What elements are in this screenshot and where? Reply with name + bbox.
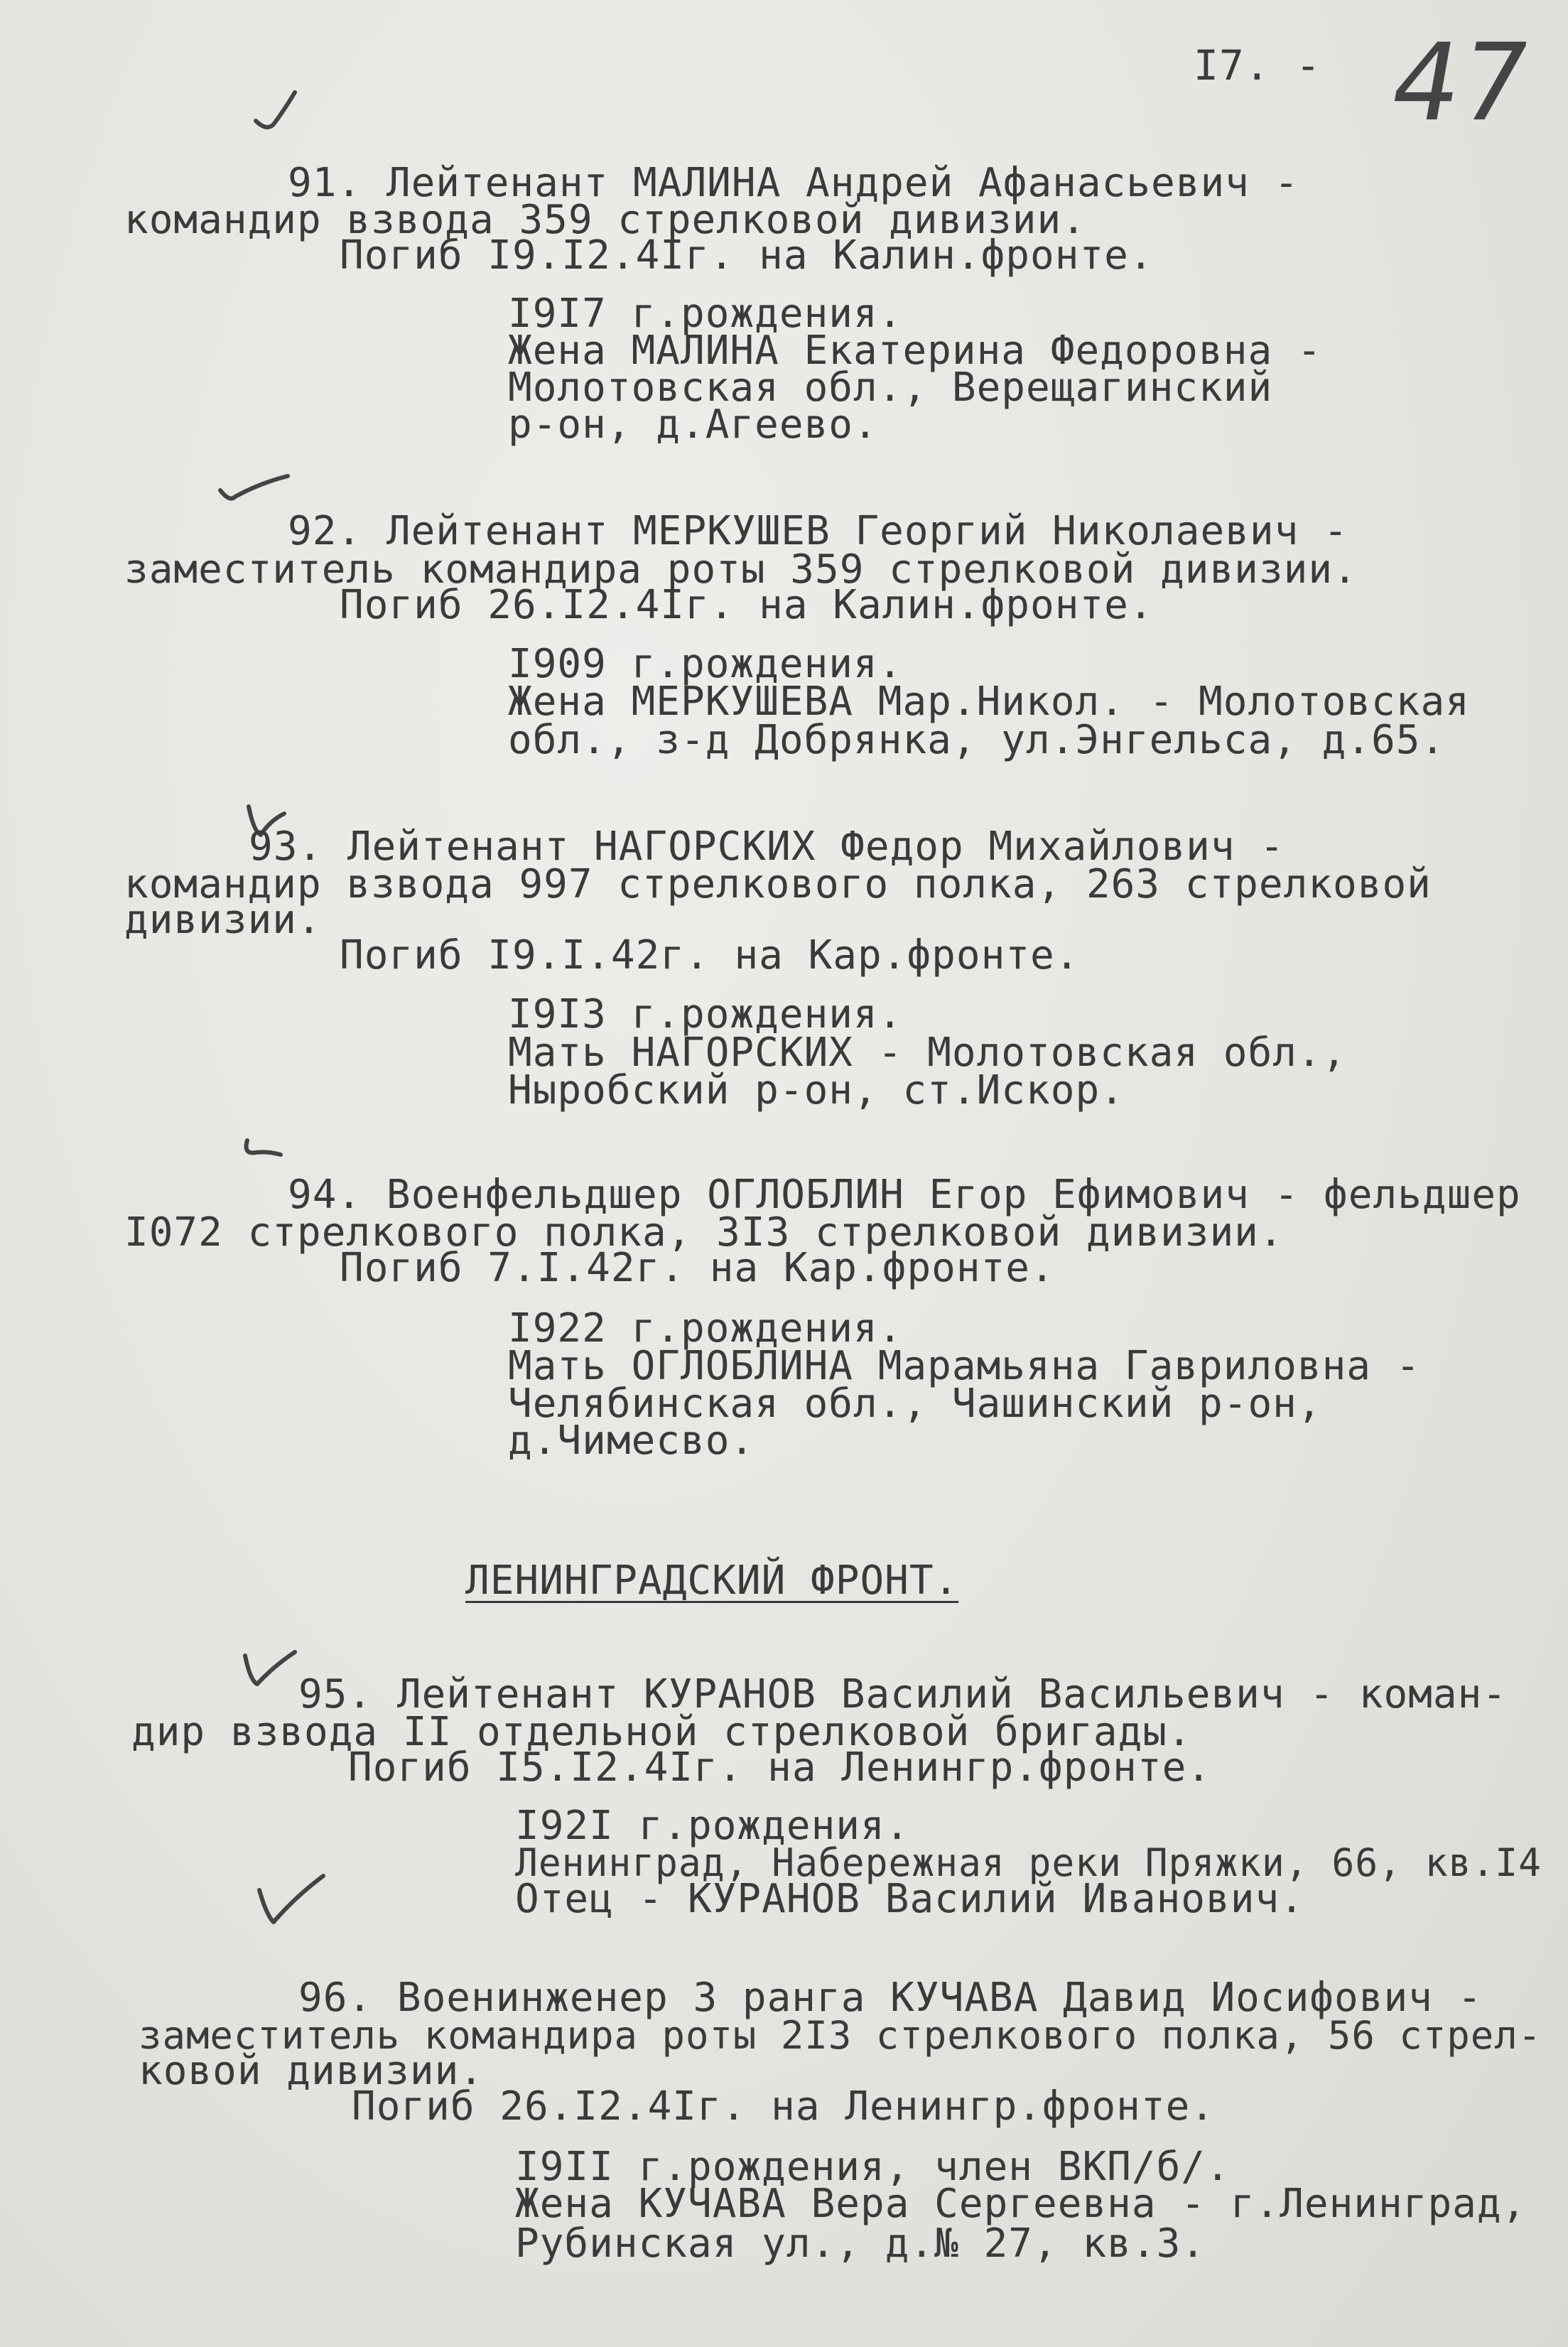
entry-96-line-1: 96. Военинженер 3 ранга КУЧАВА Давид Иосифович - <box>298 1975 1483 2021</box>
entry-93-detail-3: Ныробский р-он, ст.Искор. <box>508 1067 1125 1113</box>
entry-96-detail-2: Жена КУЧАВА Вера Сергеевна - г.Ленинград, <box>515 2181 1527 2227</box>
entry-94-detail-1: I922 г.рождения. <box>508 1305 903 1351</box>
entry-93-detail-2: Мать НАГОРСКИХ - Молотовская обл., <box>508 1030 1347 1076</box>
entry-96-line-3: ковой дивизии. <box>139 2048 485 2094</box>
check-mark-icon <box>252 89 302 131</box>
entry-91-detail-3: Молотовская обл., Верещагинский <box>508 365 1273 411</box>
entry-92-line-3: Погиб 26.I2.4Iг. на Калин.фронте. <box>340 582 1154 628</box>
entry-91-detail-4: р-он, д.Агеево. <box>508 401 878 448</box>
entry-91-line-3: Погиб I9.I2.4Iг. на Калин.фронте. <box>340 232 1154 279</box>
entry-94-line-2: I072 стрелкового полка, 3I3 стрелковой дивизии. <box>124 1209 1284 1256</box>
entry-95-line-2: дир взвода II отдельной стрелковой бригады. <box>131 1709 1192 1755</box>
handwritten-page-number: 47 <box>1381 21 1540 145</box>
check-mark-icon <box>256 1872 327 1929</box>
entry-92-detail-3: обл., з-д Добрянка, ул.Энгельса, д.65. <box>508 717 1446 763</box>
entry-94-line-1: 94. Военфельдшер ОГЛОБЛИН Егор Ефимович - фельдшер <box>288 1172 1521 1218</box>
entry-93-line-2: командир взвода 997 стрелкового полка, 263 стрелковой <box>124 861 1432 907</box>
entry-93-line-4: Погиб I9.I.42г. на Кар.фронте. <box>340 932 1080 978</box>
entry-94-detail-4: д.Чимесво. <box>508 1418 755 1464</box>
entry-91-detail-1: I9I7 г.рождения. <box>508 291 903 337</box>
entry-95-line-3: Погиб I5.I2.4Iг. на Ленингр.фронте. <box>348 1744 1212 1791</box>
entry-92-line-1: 92. Лейтенант МЕРКУШЕВ Георгий Николаевич - <box>288 508 1348 554</box>
entry-96-line-2: заместитель командира роты 2I3 стрелкового полка, 56 стрел- <box>139 2013 1542 2058</box>
entry-91-line-2: командир взвода 359 стрелковой дивизии. <box>124 197 1086 243</box>
check-mark-icon <box>242 1137 284 1165</box>
entry-91-line-1: 91. Лейтенант МАЛИНА Андрей Афанасьевич - <box>288 160 1299 206</box>
entry-94-detail-2: Мать ОГЛОБЛИНА Марамьяна Гавриловна - <box>508 1343 1421 1389</box>
entry-94-line-3: Погиб 7.I.42г. на Кар.фронте. <box>340 1245 1055 1291</box>
entry-91-detail-2: Жена МАЛИНА Екатерина Федоровна - <box>508 328 1322 374</box>
entry-92-line-2: заместитель командира роты 359 стрелковой дивизии. <box>124 546 1358 593</box>
entry-94-detail-3: Челябинская обл., Чашинский р-он, <box>508 1381 1322 1427</box>
entry-95-detail-3: Отец - КУРАНОВ Василий Иванович. <box>515 1876 1304 1922</box>
entry-95-detail-1: I92I г.рождения. <box>515 1803 910 1849</box>
entry-95-line-1: 95. Лейтенант КУРАНОВ Василий Васильевич - коман- <box>298 1671 1508 1717</box>
check-mark-icon <box>242 1649 298 1691</box>
entry-92-detail-1: I909 г.рождения. <box>508 641 903 687</box>
page-number: I7. - <box>1194 41 1321 90</box>
entry-93-detail-1: I9I3 г.рождения. <box>508 991 903 1037</box>
entry-93-line-1: 93. Лейтенант НАГОРСКИХ Федор Михайлович - <box>249 824 1285 870</box>
section-heading: ЛЕНИНГРАДСКИЙ ФРОНТ. <box>465 1558 959 1604</box>
entry-96-detail-1: I9II г.рождения, член ВКП/б/. <box>515 2144 1231 2190</box>
entry-93-line-3: дивизии. <box>124 897 322 943</box>
entry-92-detail-2: Жена МЕРКУШЕВА Мар.Никол. - Молотовская <box>508 679 1470 725</box>
entry-95-detail-2: Ленинград, Набережная реки Пряжки, 66, кв.I4 <box>515 1840 1542 1885</box>
entry-96-detail-3: Рубинская ул., д.№ 27, кв.3. <box>515 2221 1206 2267</box>
entry-96-line-4: Погиб 26.I2.4Iг. на Ленингр.фронте. <box>352 2083 1216 2130</box>
check-mark-icon <box>217 473 295 508</box>
